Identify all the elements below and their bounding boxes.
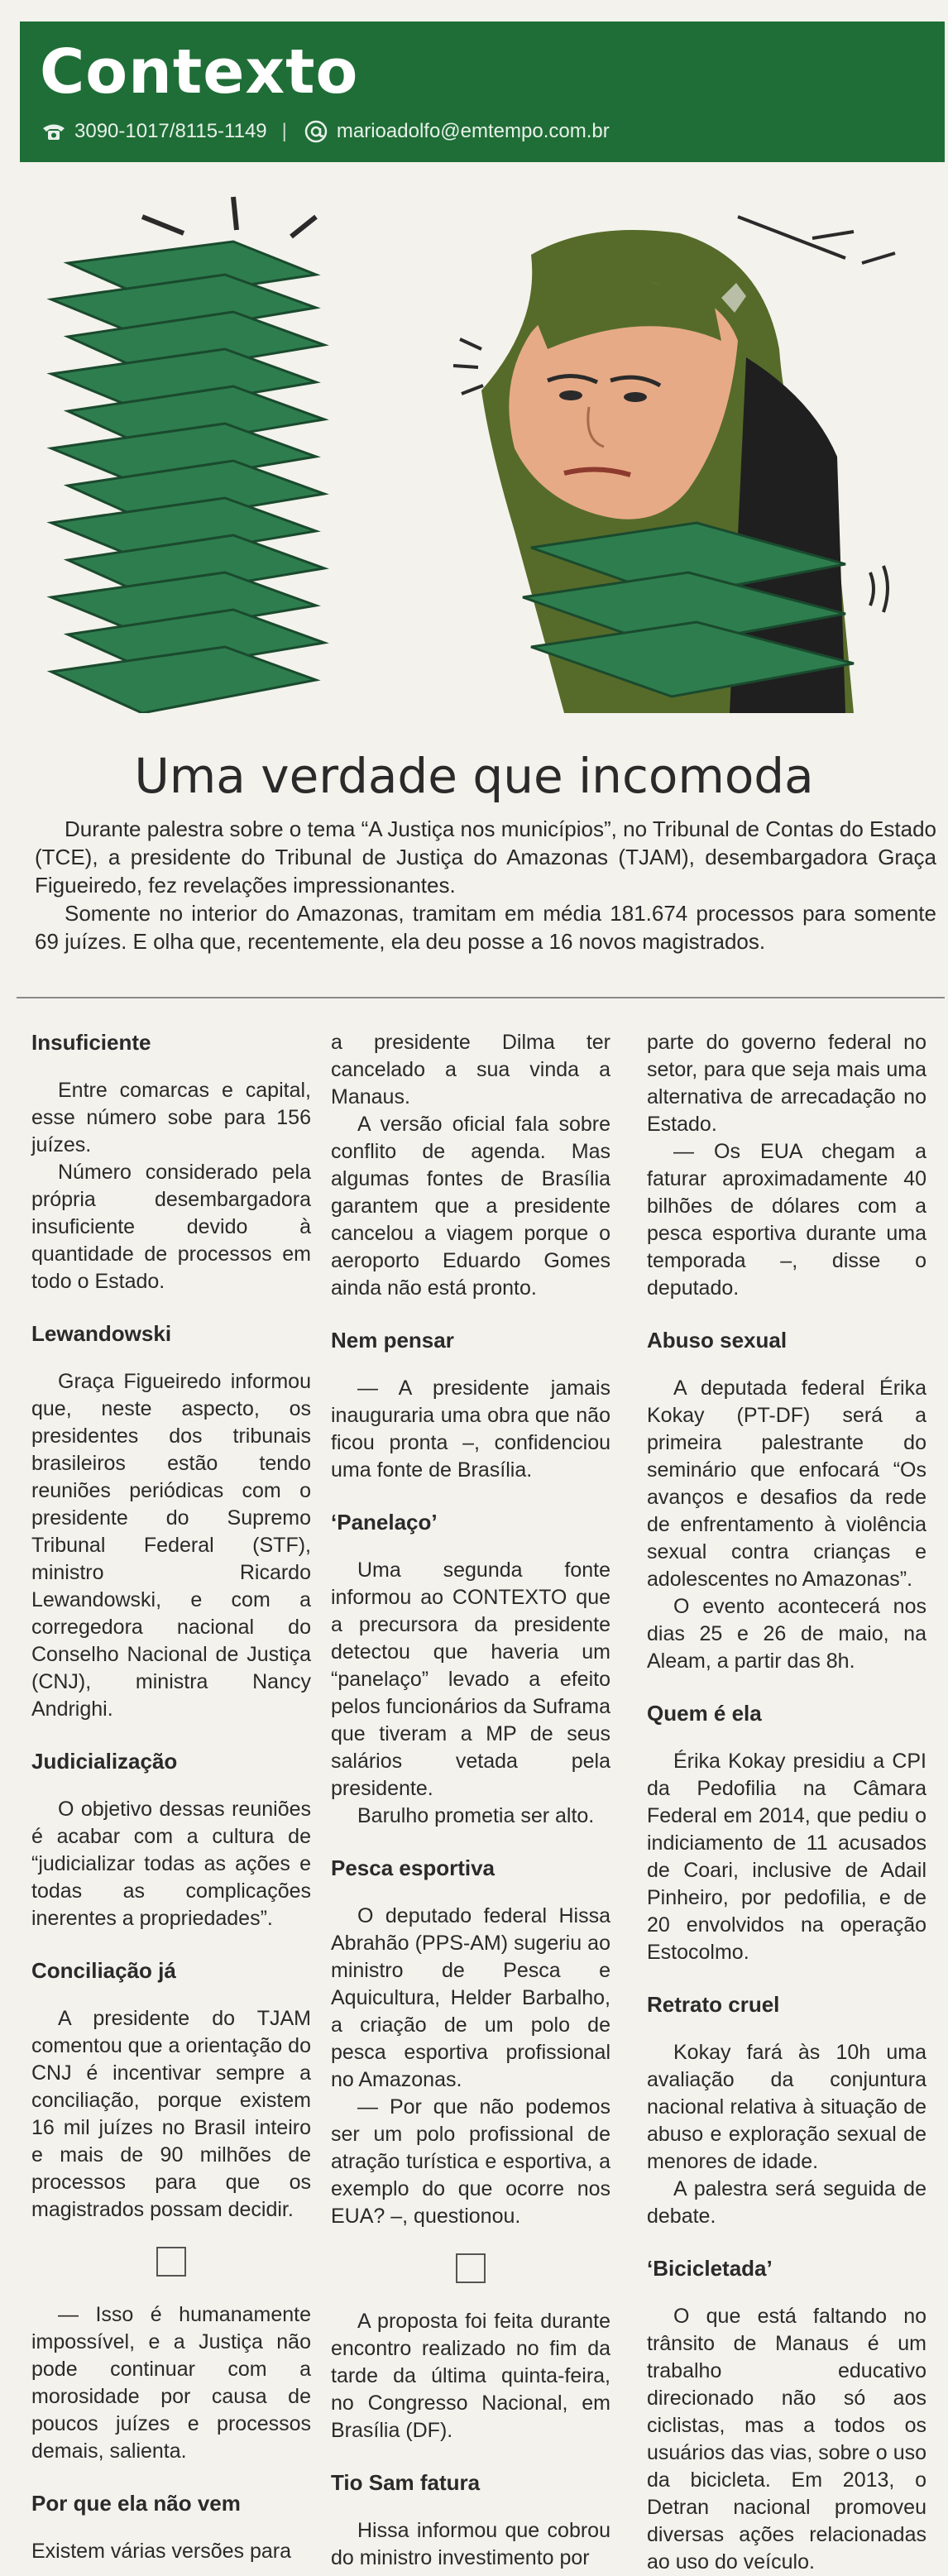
- section-heading: Nem pensar: [331, 1328, 454, 1353]
- paragraph: A palestra será seguida de debate.: [647, 2177, 926, 2228]
- contact-line: [40, 119, 610, 144]
- paragraph: A presidente do TJAM comentou que a orientação do CNJ é incentivar sempre a conciliação, porque existem 16 mil juízes no Brasil inteiro e mais de 90 milhões de processos para que os magistrados possam decidir.: [31, 2007, 311, 2221]
- section-heading: Quem é ela: [647, 1701, 762, 1726]
- section-box-ornament: [156, 2247, 186, 2277]
- paragraph: O que está faltando no trânsito de Manaus é um trabalho educativo direcionado não só aos ciclistas, mas a todos os usuários das vias, sobre o uso da bicicleta. Em 2013, o Detran nacional promoveu diversas ações relacionadas ao uso do veículo.: [647, 2305, 926, 2574]
- paragraph: — Isso é humanamente impossível, e a Justiça não pode continuar com a morosidade por causa de poucos juízes e processos demais, salienta.: [31, 2303, 311, 2463]
- phone-icon: [40, 119, 68, 144]
- section-box-ornament: [456, 2253, 486, 2283]
- paragraph: O evento acontecerá nos dias 25 e 26 de maio, na Aleam, a partir das 8h.: [647, 1595, 926, 1673]
- paragraph: O objetivo dessas reuniões é acabar com a cultura de “judicializar todas as ações e todas as complicações inerentes a propriedades”.: [31, 1798, 311, 1930]
- column-title: Contexto: [40, 36, 359, 108]
- intro-text: [35, 815, 936, 955]
- cartoon-illustration: [18, 184, 920, 713]
- section-heading: Pesca esportiva: [331, 1855, 496, 1880]
- paragraph: A deputada federal Érika Kokay (PT-DF) será a primeira palestrante do seminário que enfocará “Os avanços e desafios da rede de enfrentamento à violência sexual contra crianças e adolescentes no Amazonas”.: [647, 1377, 926, 1591]
- phone-number: 3090-1017/8115-1149: [74, 120, 267, 142]
- intro-paragraph: Somente no interior do Amazonas, tramitam em média 181.674 processos para somente 69 juízes. E olha que, recentemente, ela deu posse a 16 novos magistrados.: [35, 901, 936, 954]
- column-header: [20, 22, 945, 162]
- column-2: [331, 1021, 610, 2572]
- paragraph: Entre comarcas e capital, esse número sobe para 156 juízes.: [31, 1079, 311, 1156]
- intro-paragraph: Durante palestra sobre o tema “A Justiça nos municípios”, no Tribunal de Contas do Estado (TCE), a presidente do Tribunal de Justiça do Amazonas (TJAM), desembargadora Graça Figueiredo, fez revelações impressionantes.: [35, 816, 936, 898]
- paragraph: Número considerado pela própria desembargadora insuficiente devido à quantidade de processos em todo o Estado.: [31, 1161, 311, 1293]
- section-heading: Judicialização: [31, 1749, 178, 1774]
- section-heading: Lewandowski: [31, 1321, 172, 1346]
- paragraph: parte do governo federal no setor, para que seja mais uma alternativa de arrecadação no Estado.: [647, 1031, 926, 1136]
- column-1: [31, 1021, 311, 2565]
- paragraph: Barulho prometia ser alto.: [357, 1804, 595, 1827]
- section-heading: Insuficiente: [31, 1030, 151, 1055]
- section-heading: Abuso sexual: [647, 1328, 788, 1353]
- paragraph: Kokay fará às 10h uma avaliação da conjuntura nacional relativa à situação de abuso e exploração sexual de menores de idade.: [647, 2041, 926, 2173]
- section-heading: ‘Panelaço’: [331, 1510, 438, 1535]
- paragraph: a presidente Dilma ter cancelado a sua vinda a Manaus.: [331, 1031, 610, 1108]
- at-icon: [302, 119, 330, 144]
- paragraph: A proposta foi feita durante encontro realizado no fim da tarde da última quinta-feira, no Congresso Nacional, em Brasília (DF).: [331, 2310, 610, 2442]
- email-address: marioadolfo@emtempo.com.br: [336, 120, 610, 142]
- paragraph: Uma segunda fonte informou ao CONTEXTO que a precursora da presidente detectou que haveria um “panelaço” levado a efeito pelos funcionários da Suframa que tiveram a MP de seus salários vetada pela presidente.: [331, 1559, 610, 1800]
- paragraph: A versão oficial fala sobre conflito de agenda. Mas algumas fontes de Brasília garantem que a presidente cancelou a viagem porque o aeroporto Eduardo Gomes ainda não está pronto.: [331, 1113, 610, 1300]
- headline: Uma verdade que incomoda: [134, 748, 814, 804]
- section-heading: Retrato cruel: [647, 1992, 780, 2017]
- paragraph: — Os EUA chegam a faturar aproximadamente 40 bilhões de dólares com a pesca esportiva durante uma temporada –, disse o deputado.: [647, 1140, 926, 1300]
- paragraph: O deputado federal Hissa Abrahão (PPS-AM) sugeriu ao ministro de Pesca e Aquicultura, Helder Barbalho, a criação de um polo de pesca esportiva profissional no Amazonas.: [331, 1904, 610, 2091]
- divider-line: [17, 997, 945, 998]
- paragraph: Érika Kokay presidiu a CPI da Pedofilia na Câmara Federal em 2014, que pediu o indiciamento de 11 acusados de Coari, inclusive de Adail Pinheiro, por pedofilia, e de 20 envolvidos na operação Estocolmo.: [647, 1750, 926, 1964]
- paragraph: — Por que não podemos ser um polo profissional de atração turística e esportiva, a exemplo do que ocorre nos EUA? –, questionou.: [331, 2095, 610, 2228]
- paragraph: Existem várias versões para: [31, 2540, 292, 2563]
- paragraph: Hissa informou que cobrou do ministro investimento por: [331, 2519, 610, 2569]
- divider: |: [281, 120, 287, 142]
- paragraph: Graça Figueiredo informou que, neste aspecto, os presidentes dos tribunais brasileiros estão tendo reuniões periódicas com o presidente do Supremo Tribunal Federal (STF), ministro Ricardo Lewandowski, e com a corregedora nacional do Conselho Nacional de Justiça (CNJ), ministra Nancy Andrighi.: [31, 1370, 311, 1721]
- section-heading: Por que ela não vem: [31, 2491, 241, 2516]
- section-heading: ‘Bicicletada’: [647, 2256, 773, 2281]
- column-3: [647, 1021, 926, 2576]
- section-heading: Conciliação já: [31, 1958, 176, 1983]
- paragraph: — A presidente jamais inauguraria uma obra que não ficou pronta –, confidenciou uma fonte de Brasília.: [331, 1377, 610, 1482]
- section-heading: Tio Sam fatura: [331, 2470, 481, 2495]
